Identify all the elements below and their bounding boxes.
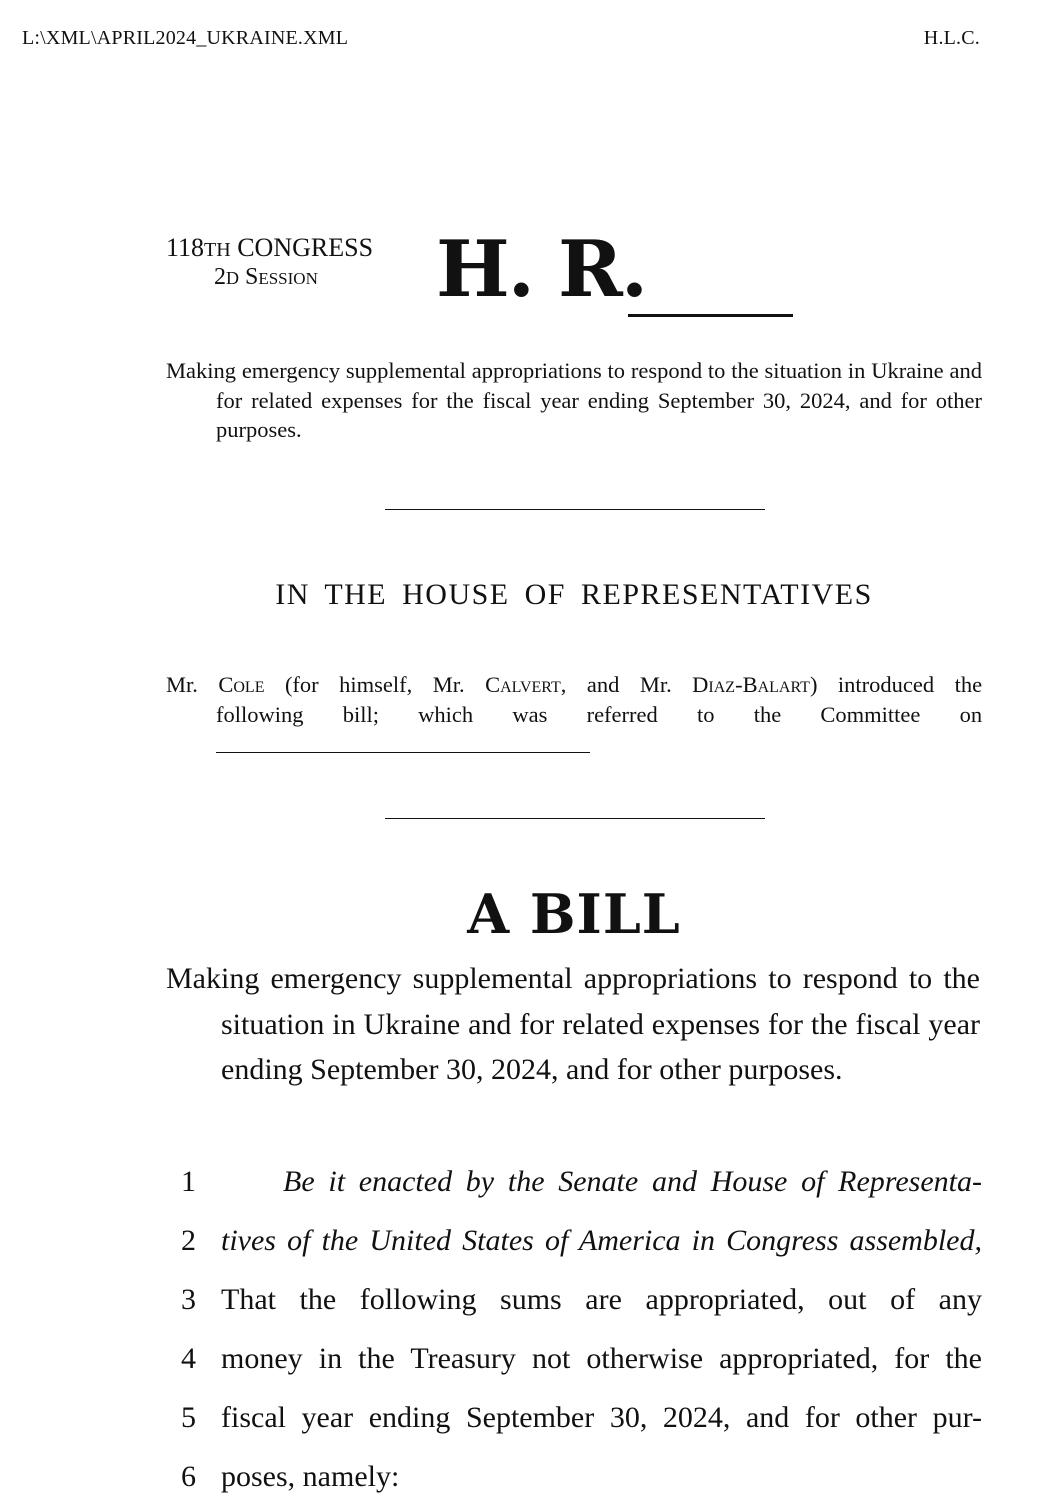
- line-number: 2: [181, 1224, 196, 1257]
- sponsor-statement: [166, 670, 982, 729]
- line-number: 3: [181, 1283, 196, 1316]
- line-number: 4: [181, 1342, 196, 1375]
- sponsor-word: following: [216, 701, 304, 727]
- sponsor-line-2: [216, 700, 982, 730]
- committee-blank: [216, 752, 590, 753]
- cosponsor-title: Mr.: [432, 672, 465, 697]
- cosponsor-name: Calvert: [485, 672, 561, 697]
- sponsor-word: the: [753, 701, 782, 727]
- sponsor-line-1: [166, 670, 982, 700]
- line-text: Be it enacted by the Senate and House of Representa-: [283, 1165, 982, 1198]
- sponsor-word: to: [696, 701, 715, 727]
- divider-rule: [385, 509, 765, 510]
- session-word: Session: [245, 264, 318, 290]
- line-text: That the following sums are appropriated, out of any: [221, 1283, 982, 1316]
- sponsor-text: (for himself,: [284, 672, 413, 697]
- congress-label: [166, 234, 373, 264]
- sponsor-name: Cole: [218, 672, 265, 697]
- divider-rule: [385, 818, 765, 819]
- line-number: 5: [181, 1401, 196, 1434]
- congress-suffix: TH: [204, 239, 231, 261]
- congress-number: 118: [166, 233, 205, 262]
- sponsor-word: Committee: [820, 701, 921, 727]
- sponsor-word: was: [512, 701, 548, 727]
- cosponsor-title: Mr.: [639, 672, 672, 697]
- line-number: 1: [181, 1165, 196, 1198]
- chamber-heading: IN THE HOUSE OF REPRESENTATIVES: [275, 578, 873, 611]
- bill-type-heading: H. R.: [436, 224, 646, 315]
- long-title: Making emergency supplemental appropriations to respond to the situation in Ukraine and for related expenses for the fiscal year ending September 30, 2024, and for other purposes.: [166, 962, 980, 1086]
- sponsor-word: bill;: [342, 701, 379, 727]
- line-text: tives of the United States of America in Congress assembled,: [221, 1224, 982, 1257]
- line-text: money in the Treasury not otherwise appropriated, for the: [221, 1342, 982, 1375]
- session-number: 2: [214, 264, 226, 290]
- cosponsor-name: Diaz-Balart: [692, 672, 810, 697]
- line-text: fiscal year ending September 30, 2024, and for other pur-: [221, 1401, 982, 1434]
- line-text: poses, namely:: [221, 1460, 400, 1493]
- sponsor-word: on: [959, 701, 983, 727]
- sponsor-title: Mr.: [166, 672, 198, 697]
- bill-label: A BILL: [467, 882, 681, 946]
- sponsor-word: which: [418, 701, 474, 727]
- file-path: L:\XML\APRIL2024_UKRAINE.XML: [22, 27, 349, 49]
- short-title: Making emergency supplemental appropriations to respond to the situation in Ukraine and for related expenses for the fiscal year ending September 30, 2024, and for other purposes.: [166, 358, 982, 442]
- bill-number-blank: [628, 314, 793, 317]
- line-number: 6: [181, 1460, 196, 1493]
- session-label: [214, 264, 318, 291]
- sponsor-text: ) introduced the: [809, 672, 983, 697]
- sponsor-word: referred: [586, 701, 658, 727]
- sponsor-text: , and: [560, 672, 620, 697]
- session-suffix: D: [226, 268, 239, 288]
- office-code: H.L.C.: [923, 27, 980, 49]
- congress-word: CONGRESS: [237, 233, 374, 262]
